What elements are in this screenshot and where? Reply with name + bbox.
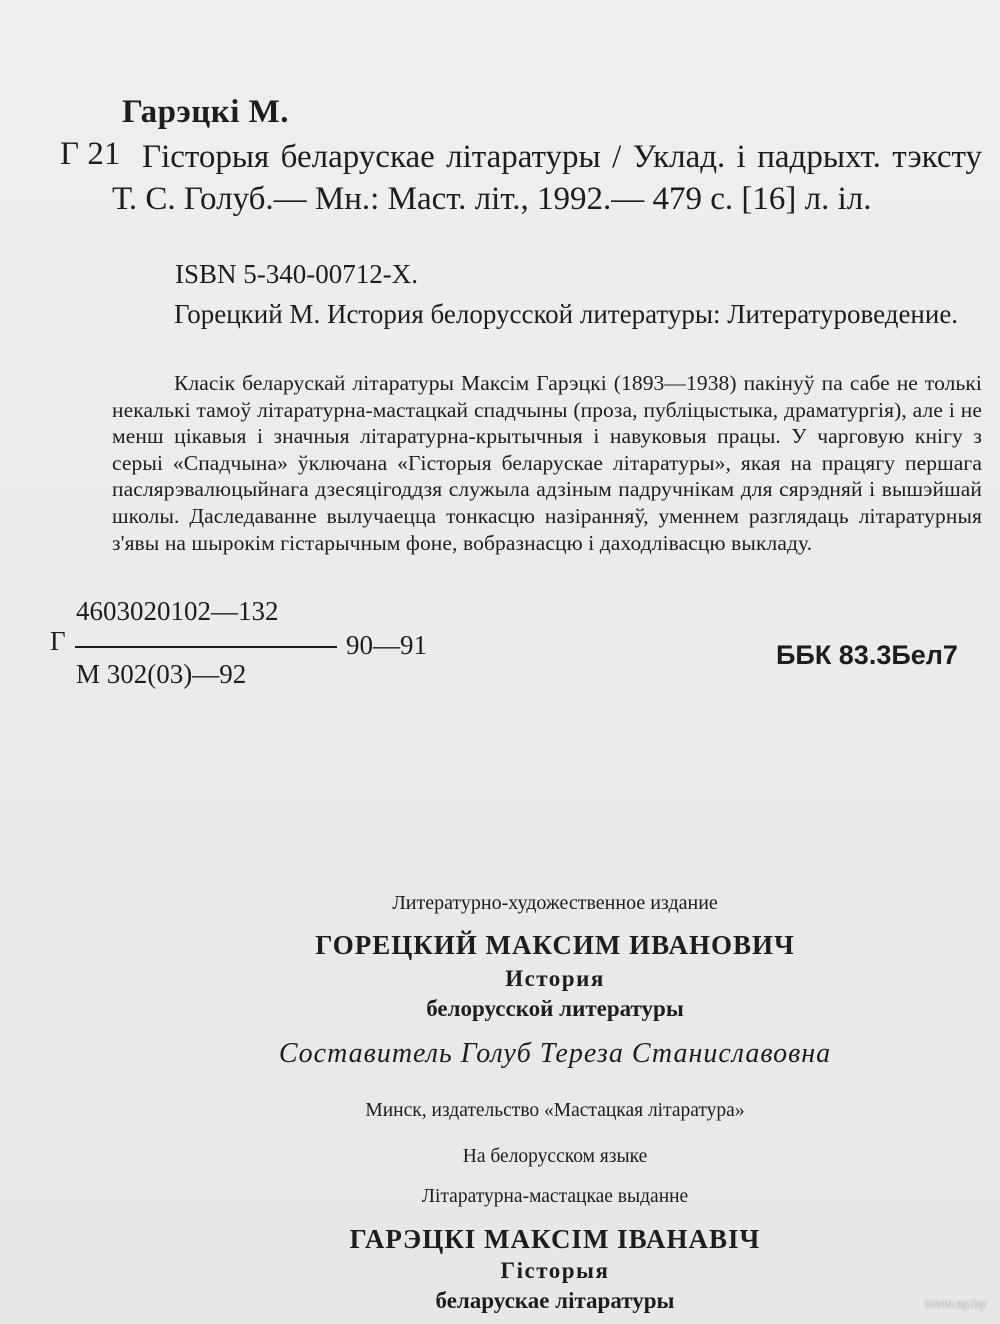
title-by-line-1: Гісторыя: [500, 1258, 610, 1283]
edition-type-ru: Литературно-художественное издание: [392, 892, 718, 914]
title-ru-line-2: белорусской литературы: [426, 996, 684, 1021]
bibliographic-text: Гісторыя беларускае літаратуры / Уклад. і падрыхт. тэксту Т. С. Голуб.— Мн.: Маст. літ., 1992.— 479 с. [16] л. іл.: [112, 139, 982, 217]
index-numerator: 4603020102—132: [76, 596, 279, 626]
author-heading: Гарэцкі М.: [122, 94, 290, 130]
bbk-code: ББК 83.3Бел7: [776, 640, 958, 670]
compiler: Составитель Голуб Тереза Станиславовна: [278, 1038, 832, 1069]
fraction-line: [75, 646, 337, 648]
index-letter: Г: [50, 626, 66, 656]
language-note: На белорусском языке: [462, 1146, 648, 1167]
library-code: Г 21: [60, 136, 121, 172]
russian-title: Горецкий М. История белорусской литературы: Литературоведение.: [174, 299, 959, 329]
isbn: ISBN 5-340-00712-X.: [175, 259, 418, 289]
index-right: 90—91: [346, 630, 427, 660]
title-ru-line-1: История: [505, 966, 605, 991]
site-watermark: www.ay.by: [924, 1296, 986, 1311]
bibliographic-entry: [112, 136, 982, 220]
author-name-by: ГАРЭЦКІ МАКСІМ ІВАНАВІЧ: [349, 1224, 761, 1254]
edition-type-by: Літаратурна-мастацкае выданне: [421, 1186, 689, 1207]
index-denominator: М 302(03)—92: [76, 659, 247, 689]
title-by-line-2: беларускае літаратуры: [435, 1288, 675, 1313]
publisher: Минск, издательство «Мастацкая літаратура»: [365, 1100, 745, 1121]
author-name-ru: ГОРЕЦКИЙ МАКСИМ ИВАНОВИЧ: [315, 930, 795, 960]
annotation: Класік беларускай літаратуры Максім Гарэцкі (1893—1938) пакінуў па сабе не толькі некалькі тамоў літаратурна-мастацкай спадчыны (проза, публіцыстыка, драматургія), але і не менш цікавыя і значныя літаратурна-крытычныя і навуковыя працы. У чарговую кнігу з серыі «Спадчына» ўключана «Гісторыя беларускае літаратуры», якая на працягу першага паслярэвалюцыйнага дзесяцігоддзя служыла адзіным падручнікам для сярэдняй і вышэйшай школы. Даследаванне вылучаецца тонкасцю назіранняў, уменнем разглядаць літаратурныя з'явы на шырокім гістарычным фоне, вобразнасцю і даходлівасцю выкладу.: [112, 371, 982, 555]
